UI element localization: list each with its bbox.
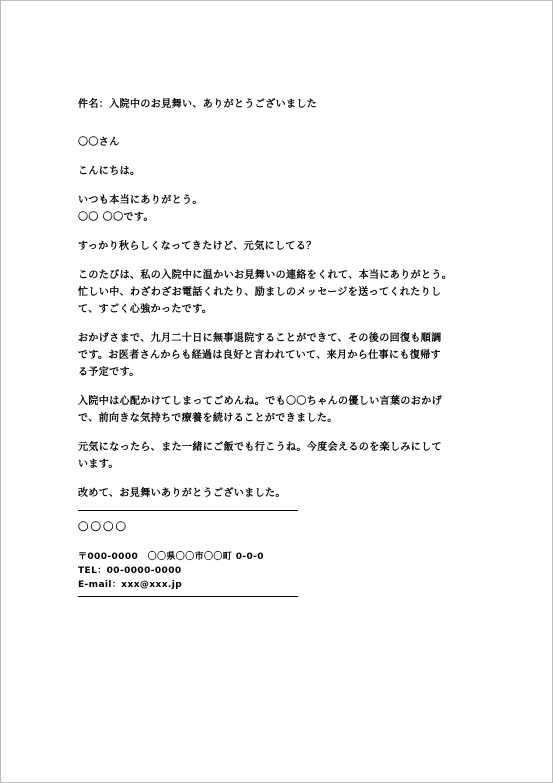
paragraph-line: て、すごく心強かったです。 [78,304,213,315]
recipient-name: 〇〇さん [78,137,120,148]
paragraph-line: で、前向きな気持ちで療養を続けることができました。 [78,413,338,424]
paragraph-line: 元気になったら、また一緒にご飯でも行こうね。今度会えるのを楽しみにして [78,442,442,453]
greeting-text: こんにちは。 [78,166,141,177]
paragraph-line: このたびは、私の入院中に温かいお見舞いの連絡をくれて、本当にありがとう。 [78,270,453,281]
intro-line: 〇〇 〇〇です。 [78,212,154,223]
subject-line: 件名：入院中のお見舞い、ありがとうございました [78,99,318,110]
signature-contact [78,550,478,592]
paragraph-line: る予定です。 [78,367,140,378]
intro-line: いつも本当にありがとう。 [78,195,203,206]
signature-divider-top [78,510,298,511]
paragraph-line: 忙しい中、わざわざお電話くれたり、励ましのメッセージを送ってくれたりし [78,287,442,298]
signature-email: E-mail：xxx@xxx.jp [78,580,183,590]
signature-address: 〒000-0000 〇〇県〇〇市〇〇町 0-0-0 [78,552,264,562]
closing-text: 改めて、お見舞いありがとうございました。 [78,488,286,499]
signature-name: 〇〇〇〇 [78,521,128,533]
check-in-text: すっかり秋らしくなってきたけど、元気にしてる？ [78,241,317,252]
paragraph-line: おかげさまで、九月二十日に無事退院することができて、その後の回復も順調 [78,333,442,344]
signature-divider-bottom [78,596,298,597]
paragraph-line: です。お医者さんからも経過は良好と言われていて、来月から仕事にも復帰す [78,350,441,361]
paragraph-line: 入院中は心配かけてしまってごめんね。でも〇〇ちゃんの優しい言葉のおかげ [78,396,442,407]
signature-tel: TEL：00-0000-0000 [78,566,182,576]
paragraph-line: います。 [78,459,119,470]
letter-body [78,96,478,605]
